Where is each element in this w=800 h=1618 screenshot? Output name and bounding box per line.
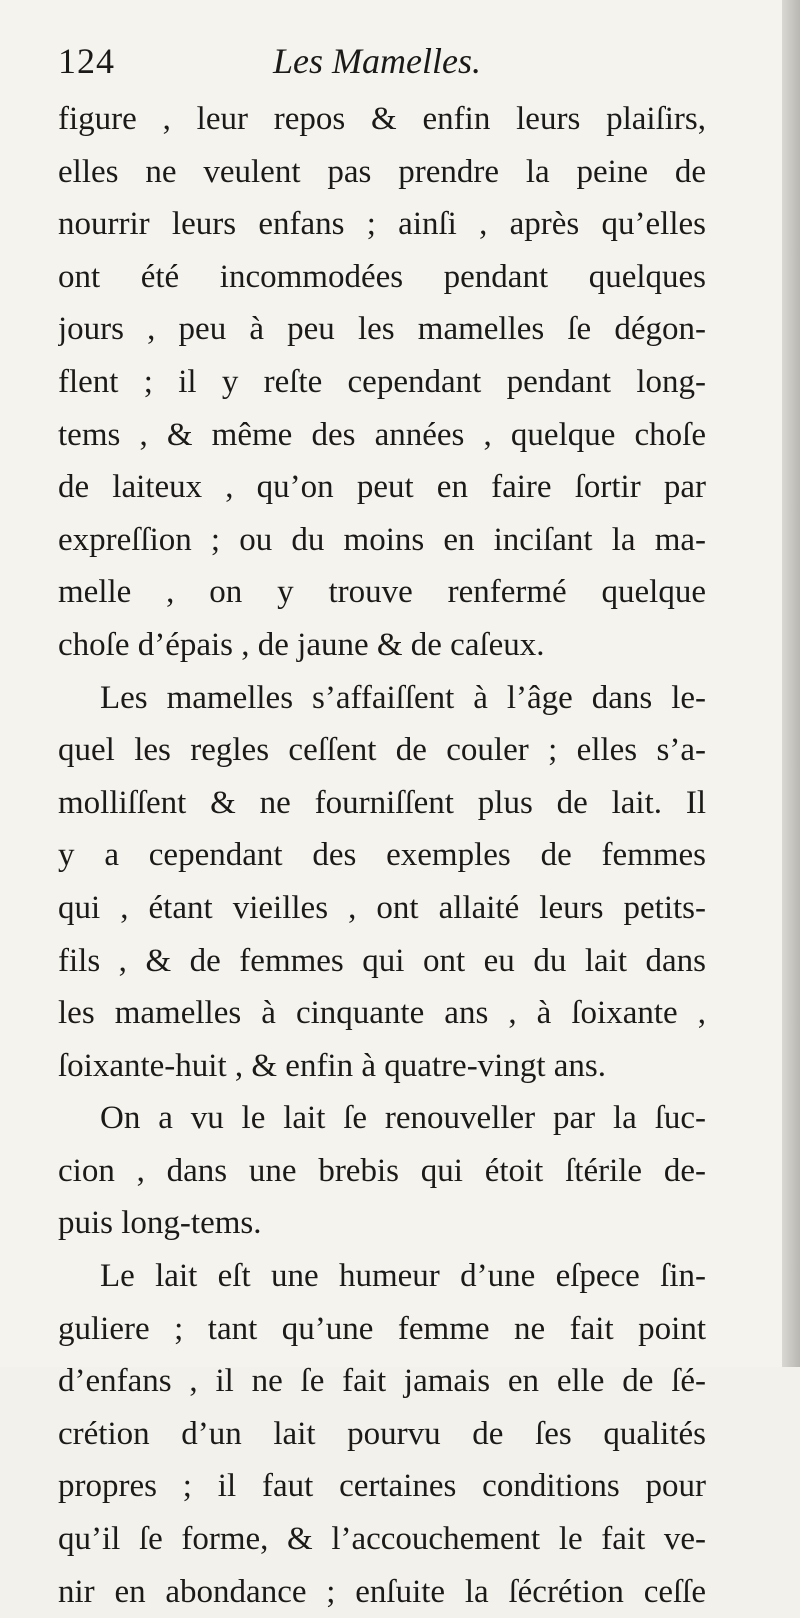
- text-line: molliſſent & ne fourniſſent plus de lait. Il: [58, 784, 706, 821]
- page-number: 124: [58, 41, 115, 81]
- text-line: de laiteux , qu’on peut en faire ſortir par: [58, 469, 706, 506]
- text-line: figure , leur repos & enfin leurs plaiſirs,: [58, 101, 706, 137]
- text-line: Les mamelles s’affaiſſent à l’âge dans le-: [100, 679, 706, 716]
- text-line: guliere ; tant qu’une femme ne fait point: [58, 1310, 706, 1347]
- text-line: nir en abondance ; enſuite la ſécrétion ceſſe: [58, 1573, 706, 1610]
- text-line: On a vu le lait ſe renouveller par la ſuc-: [100, 1100, 706, 1137]
- text-line: expreſſion ; ou du moins en inciſant la ma-: [58, 521, 706, 558]
- text-line: elles ne veulent pas prendre la peine de: [58, 153, 706, 190]
- page-edge: [782, 0, 800, 1367]
- text-line: qui , étant vieilles , ont allaité leurs petits-: [58, 889, 706, 926]
- text-line: d’enfans , il ne ſe fait jamais en elle de ſé-: [58, 1363, 706, 1400]
- text-line: quel les regles ceſſent de couler ; elles s’a-: [58, 732, 706, 769]
- text-line: fils , & de femmes qui ont eu du lait dans: [58, 942, 706, 979]
- text-line: nourrir leurs enfans ; ainſi , après qu’elles: [58, 206, 706, 243]
- text-line: ſoixante-huit , & enfin à quatre-vingt ans.: [58, 1047, 607, 1084]
- text-line: y a cependant des exemples de femmes: [58, 837, 706, 874]
- text-line: jours , peu à peu les mamelles ſe dégon-: [58, 311, 706, 348]
- text-line: Le lait eſt une humeur d’une eſpece ſin-: [100, 1258, 706, 1295]
- text-line: tems , & même des années , quelque choſe: [58, 416, 706, 453]
- text-line: flent ; il y reſte cependant pendant long-: [58, 363, 706, 400]
- body-text: [58, 93, 706, 1618]
- text-line: propres ; il faut certaines conditions pour: [58, 1468, 706, 1505]
- running-title: Les Mamelles.: [273, 41, 481, 81]
- text-line: les mamelles à cinquante ans , à ſoixante ,: [58, 995, 706, 1032]
- text-line: choſe d’épais , de jaune & de caſeux.: [58, 626, 545, 663]
- text-line: crétion d’un lait pourvu de ſes qualités: [58, 1415, 706, 1452]
- page-header: [58, 40, 702, 94]
- text-line: qu’il ſe forme, & l’accouchement le fait ve-: [58, 1521, 706, 1558]
- text-line: melle , on y trouve renfermé quelque: [58, 574, 706, 611]
- text-line: puis long-tems.: [58, 1205, 262, 1242]
- text-line: ont été incommodées pendant quelques: [58, 258, 706, 295]
- text-line: cion , dans une brebis qui étoit ſtérile de-: [58, 1152, 706, 1189]
